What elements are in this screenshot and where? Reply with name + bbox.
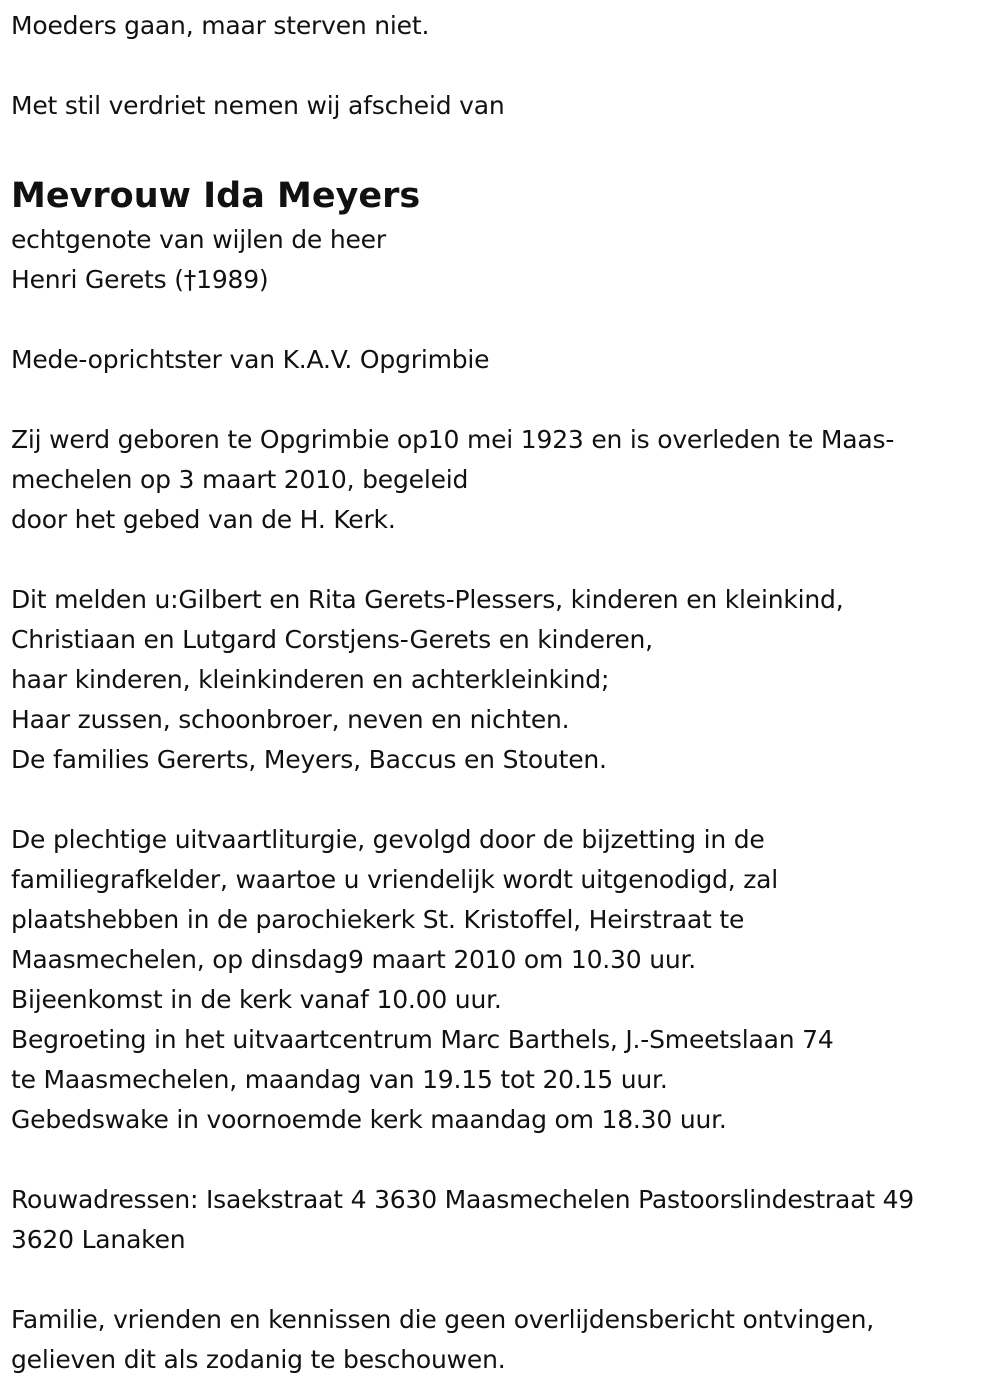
- spouse-line: echtgenote van wijlen de heer: [11, 225, 386, 254]
- announcer-line: De families Gererts, Meyers, Baccus en Stouten.: [11, 745, 607, 774]
- spacer: [11, 540, 996, 580]
- ceremony-line: Maasmechelen, op dinsdag9 maart 2010 om 10.30 uur.: [11, 945, 697, 974]
- address-line: 3620 Lanaken: [11, 1225, 186, 1254]
- announcer-line: Haar zussen, schoonbroer, neven en nichten.: [11, 705, 570, 734]
- obituary-document: [11, 6, 996, 1380]
- spacer: [11, 780, 996, 820]
- birth-death-line: mechelen op 3 maart 2010, begeleid: [11, 465, 469, 494]
- farewell-line: Met stil verdriet nemen wij afscheid van: [11, 91, 505, 120]
- spacer: [11, 380, 996, 420]
- spacer: [11, 46, 996, 86]
- ceremony-line: te Maasmechelen, maandag van 19.15 tot 20.15 uur.: [11, 1065, 668, 1094]
- address-line: Rouwadressen: Isaekstraat 4 3630 Maasmechelen Pastoorslindestraat 49: [11, 1185, 915, 1214]
- spacer: [11, 1140, 996, 1180]
- role-line: Mede-oprichtster van K.A.V. Opgrimbie: [11, 345, 490, 374]
- ceremony-line: De plechtige uitvaartliturgie, gevolgd door de bijzetting in de: [11, 825, 765, 854]
- announcer-line: Dit melden u:Gilbert en Rita Gerets-Plessers, kinderen en kleinkind,: [11, 585, 844, 614]
- spacer: [11, 300, 996, 340]
- birth-death-line: door het gebed van de H. Kerk.: [11, 505, 396, 534]
- closing-line: Familie, vrienden en kennissen die geen overlijdensbericht ontvingen,: [11, 1305, 875, 1334]
- spouse-name-line: [11, 260, 996, 300]
- closing-line: gelieven dit als zodanig te beschouwen.: [11, 1345, 506, 1374]
- birth-death-line: Zij werd geboren te Opgrimbie op10 mei 1923 en is overleden te Maas-: [11, 425, 895, 454]
- ceremony-line: Bijeenkomst in de kerk vanaf 10.00 uur.: [11, 985, 502, 1014]
- opening-quote: Moeders gaan, maar sterven niet.: [11, 11, 430, 40]
- spouse-name: Henri Gerets (: [11, 265, 184, 294]
- spacer: [11, 126, 996, 166]
- spouse-death-year: 1989): [196, 265, 269, 294]
- deceased-name: Mevrouw Ida Meyers: [11, 176, 421, 216]
- ceremony-line: plaatshebben in de parochiekerk St. Kristoffel, Heirstraat te: [11, 905, 745, 934]
- ceremony-line: Begroeting in het uitvaartcentrum Marc Barthels, J.-Smeetslaan 74: [11, 1025, 834, 1054]
- announcer-line: Christiaan en Lutgard Corstjens-Gerets en kinderen,: [11, 625, 653, 654]
- ceremony-line: familiegrafkelder, waartoe u vriendelijk wordt uitgenodigd, zal: [11, 865, 779, 894]
- announcer-line: haar kinderen, kleinkinderen en achterkleinkind;: [11, 665, 610, 694]
- cross-icon: †: [183, 265, 197, 294]
- ceremony-line: Gebedswake in voornoemde kerk maandag om 18.30 uur.: [11, 1105, 727, 1134]
- spacer: [11, 1260, 996, 1300]
